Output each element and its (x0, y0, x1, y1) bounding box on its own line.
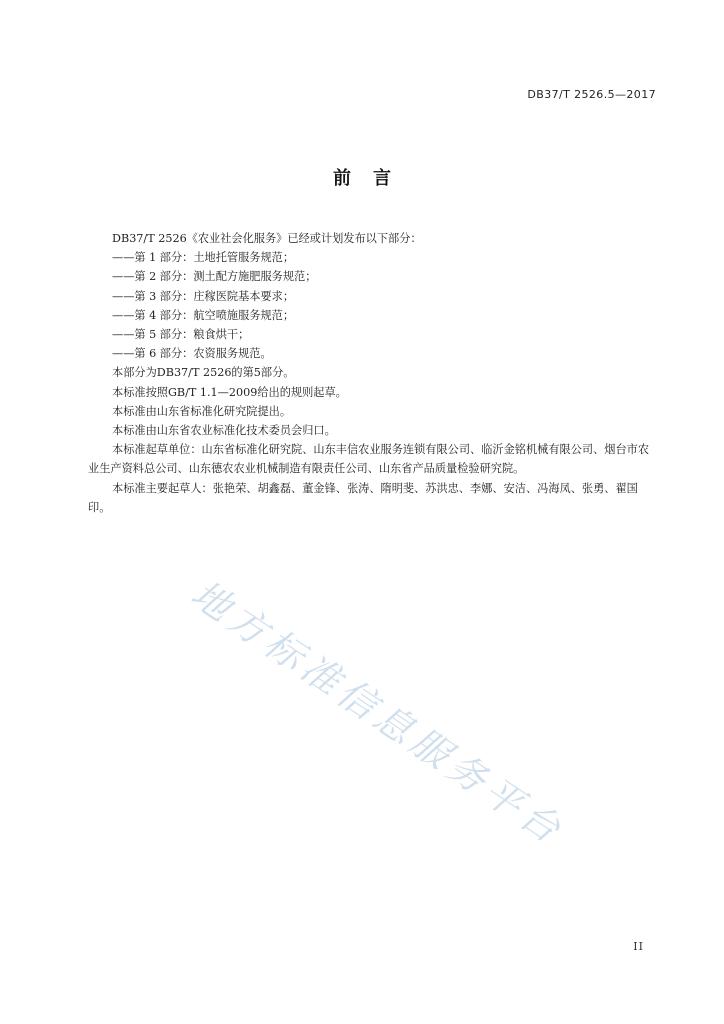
drafting-units-paragraph: 本标准起草单位：山东省标准化研究院、山东丰信农业服务连锁有限公司、临沂金铭机械有限公司、烟台市农业生产资料总公司、山东德农农业机械制造有限责任公司、山东省产品质量检验研究院。 (88, 443, 650, 476)
list-item-part-2: ——第 2 部分：测土配方施肥服务规范； (112, 270, 317, 284)
watermark: 地方标准信息服务平台 (183, 571, 573, 855)
managed-by-paragraph: 本标准由山东省农业标准化技术委员会归口。 (112, 424, 336, 438)
list-item-part-6: ——第 6 部分：农资服务规范。 (112, 347, 272, 361)
proposed-by-paragraph: 本标准由山东省标准化研究院提出。 (112, 404, 292, 418)
list-item-part-3: ——第 3 部分：庄稼医院基本要求； (112, 289, 295, 303)
this-part-paragraph: 本部分为DB37/T 2526的第5部分。 (112, 366, 295, 380)
drafting-rule-paragraph: 本标准按照GB/T 1.1—2009给出的规则起草。 (112, 385, 347, 399)
page-title: 前言 (333, 168, 413, 189)
list-item-part-4: ——第 4 部分：航空喷施服务规范； (112, 308, 295, 322)
list-item-part-1: ——第 1 部分：土地托管服务规范； (112, 251, 295, 265)
foreword-body (88, 229, 658, 517)
document-code: DB37/T 2526.5—2017 (527, 88, 656, 101)
drafters-paragraph: 本标准主要起草人：张艳荣、胡鑫磊、董金锋、张涛、隋明斐、苏洪忠、李娜、安洁、冯海凤、张勇、翟国印。 (88, 481, 638, 514)
list-item-part-5: ——第 5 部分：粮食烘干； (112, 328, 250, 342)
intro-paragraph: DB37/T 2526《农业社会化服务》已经或计划发布以下部分： (112, 232, 422, 245)
page-number: II (633, 940, 644, 953)
